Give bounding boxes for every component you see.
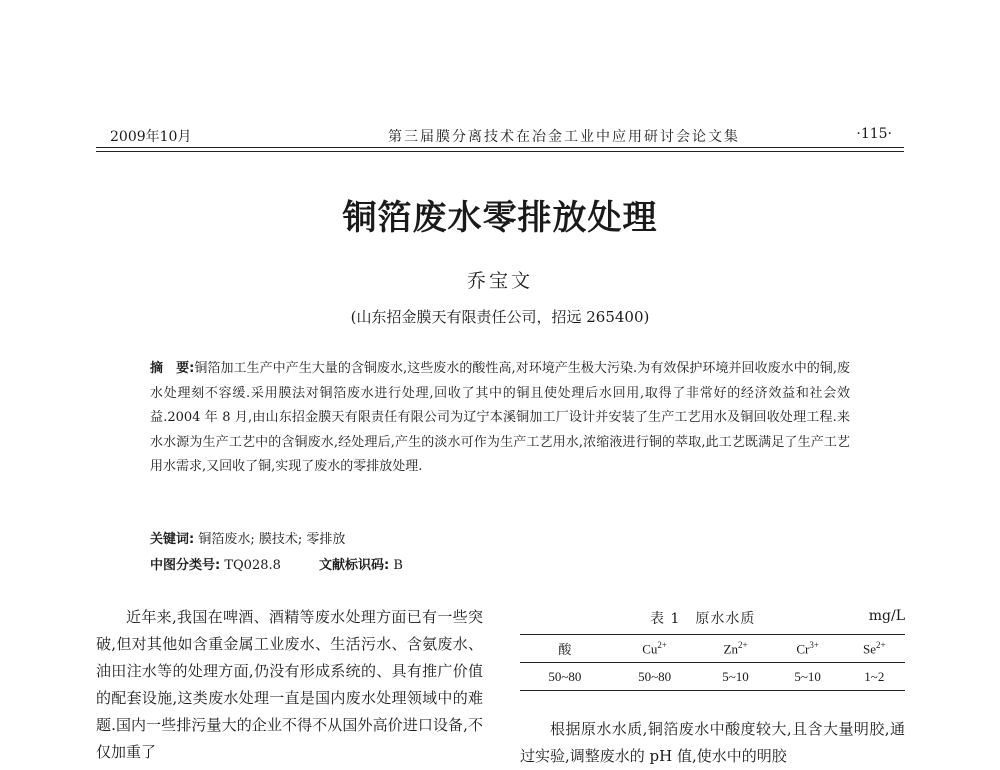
- table-title: 表 1 原水水质: [650, 611, 756, 627]
- clc-value: TQ028.8: [224, 558, 281, 573]
- clc-label: 中图分类号:: [150, 558, 221, 573]
- table-cell: 5~10: [722, 668, 749, 684]
- doc-code-value: B: [393, 558, 403, 573]
- keywords-text: 铜箔废水; 膜技术; 零排放: [198, 532, 346, 547]
- proceedings-title: 第三届膜分离技术在冶金工业中应用研讨会论文集: [388, 129, 740, 145]
- author-affiliation: (山东招金膜天有限责任公司，招远 265400): [350, 308, 650, 326]
- header-rule-thick: [96, 147, 904, 148]
- table-row: [520, 663, 905, 691]
- body-paragraph: 根据原水水质,铜箔废水中酸度较大,且含大量明胶,通过实验,调整废水的 pH 值,使水中的明胶: [520, 720, 905, 765]
- table-header-cell: 酸: [558, 642, 572, 657]
- doc-code-label: 文献标识码:: [319, 558, 390, 573]
- keywords-label: 关键词:: [150, 532, 195, 547]
- paper-title: 铜箔废水零排放处理: [342, 198, 658, 238]
- running-header: [96, 124, 904, 146]
- issue-date: 2009年10月: [110, 129, 192, 145]
- abstract-label: 摘 要:: [150, 361, 195, 376]
- abstract: [150, 357, 850, 480]
- table-header-row: [520, 635, 905, 663]
- table-header-cell: $Se^{2+}$: [863, 639, 886, 657]
- author-name: 乔宝文: [466, 270, 533, 292]
- table-unit: mg/L: [868, 608, 905, 624]
- body-column-left: [96, 604, 483, 766]
- table-header-cell: $Cr^{3+}$: [796, 639, 819, 657]
- table-header-cell: $Cu^{2+}$: [642, 639, 667, 657]
- body-column-right: [520, 716, 905, 770]
- table-header-cell: $Zn^{2+}$: [723, 639, 748, 657]
- header-rule-thin: [96, 151, 904, 152]
- body-paragraph: 近年来,我国在啤酒、酒精等废水处理方面已有一些突破,但对其他如含重金属工业废水、生活污水、含氨废水、油田注水等的处理方面,仍没有形成系统的、具有推广价值的配套设施,这类废水处理一直是国内废水处理领域中的难题.国内一些排污量大的企业不得不从国外高价进口设备,不仅加重了: [96, 608, 483, 761]
- abstract-text: 铜箔加工生产中产生大量的含铜废水,这些废水的酸性高,对环境产生极大污染.为有效保护环境并回收废水中的铜,废水处理刻不容缓.采用膜法对铜箔废水进行处理,回收了其中的铜且使处理后水回用,取得了非常好的经济效益和社会效益.2004 年 8 月,由山东招金膜天有限责任有限公司为辽宁本溪铜加工厂设计并安装了生产工艺用水及铜回收处理工程.来水水源为生产工艺中的含铜废水,经处理后,产生的淡水可作为生产工艺用水,浓缩液进行铜的萃取,此工艺既满足了生产工艺用水需求,又回收了铜,实现了废水的零排放处理.: [150, 361, 851, 474]
- raw-water-quality-table: [520, 634, 905, 691]
- table-cell: 1~2: [864, 668, 885, 684]
- table-cell: 5~10: [794, 668, 821, 684]
- classification-line: [150, 554, 850, 573]
- page-number: ·115·: [856, 126, 892, 142]
- table-cell: 50~80: [638, 668, 672, 684]
- keywords: [150, 528, 850, 547]
- table-cell: 50~80: [548, 668, 582, 684]
